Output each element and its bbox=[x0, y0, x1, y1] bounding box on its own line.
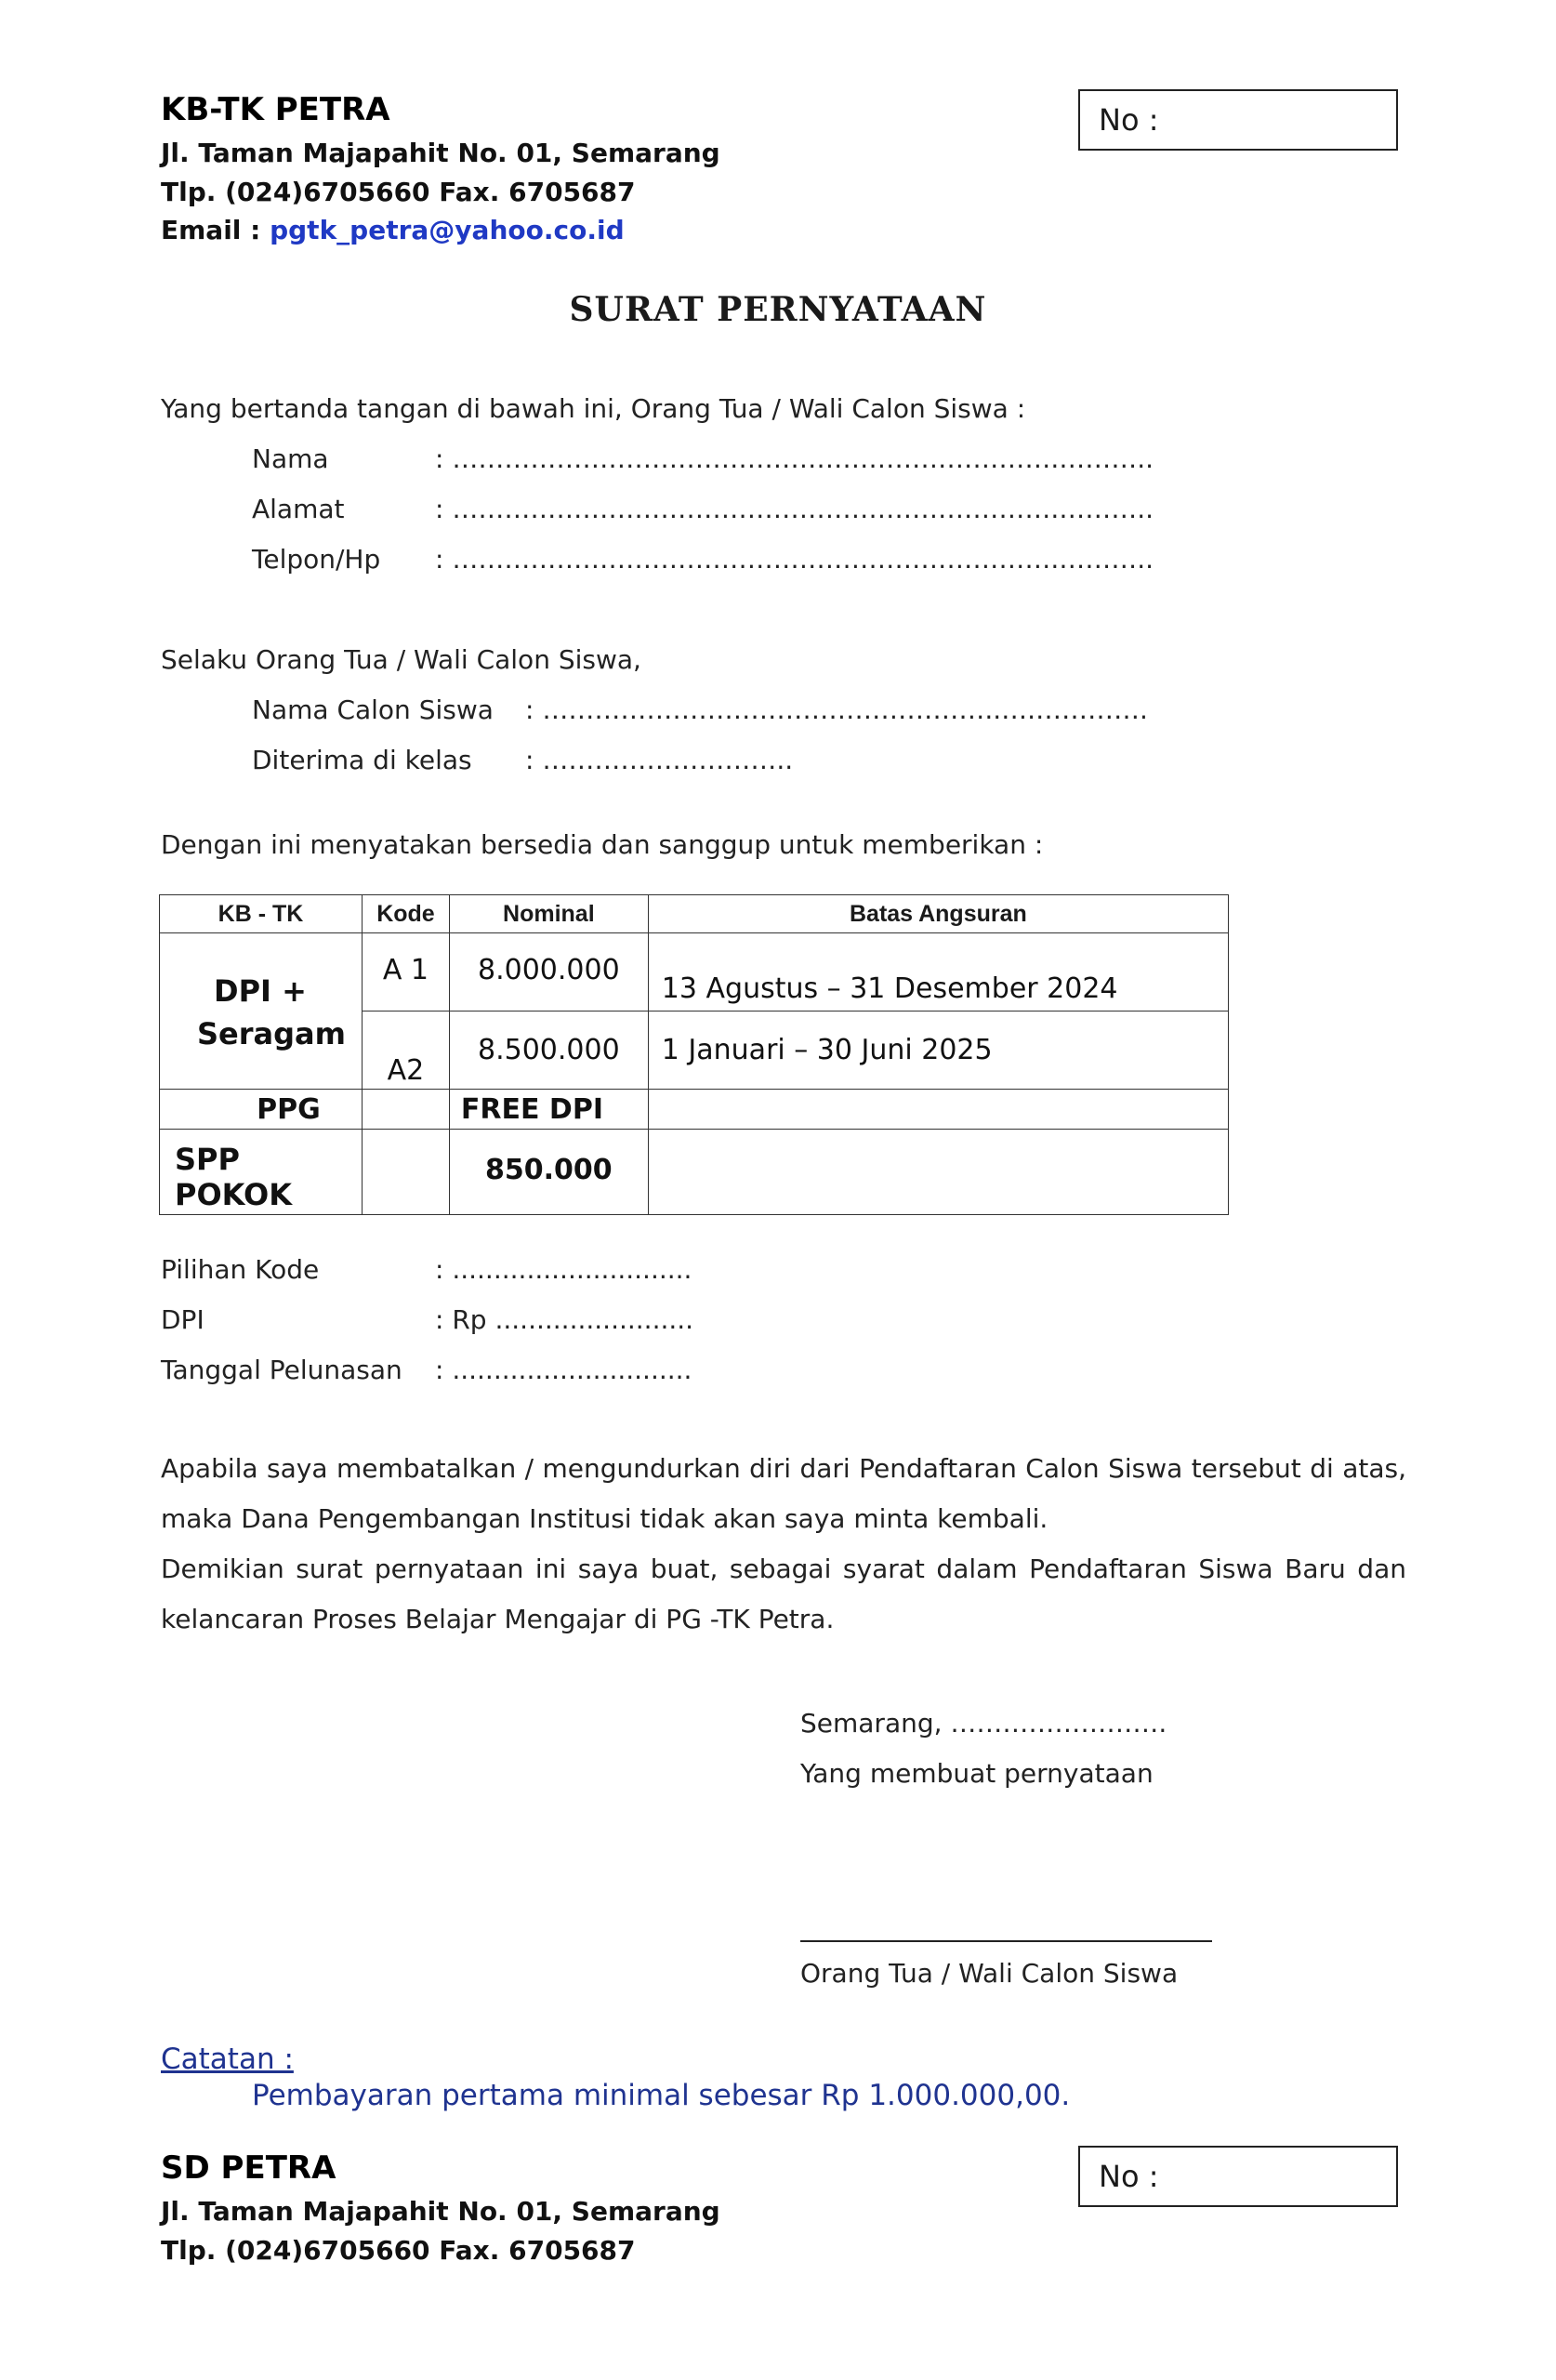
email-link[interactable]: pgtk_petra@yahoo.co.id bbox=[270, 215, 625, 245]
org-email-line bbox=[161, 215, 625, 245]
table-row bbox=[160, 933, 1229, 1012]
org-phone-kbtk: Tlp. (024)6705660 Fax. 6705687 bbox=[161, 177, 636, 207]
place-date: Semarang, ……………………. bbox=[800, 1708, 1167, 1739]
fee-table bbox=[159, 894, 1229, 1215]
table-header-row bbox=[160, 895, 1229, 933]
maker-label: Yang membuat pernyataan bbox=[800, 1758, 1154, 1789]
org-address-kbtk: Jl. Taman Majapahit No. 01, Semarang bbox=[161, 138, 720, 168]
nominal-cell: FREE DPI bbox=[449, 1090, 648, 1130]
dpi-label: DPI + bbox=[214, 972, 307, 1009]
field-label-pelunasan: Tanggal Pelunasan bbox=[161, 1355, 402, 1385]
kode-cell-empty bbox=[362, 1090, 449, 1130]
number-box-kbtk[interactable] bbox=[1078, 89, 1398, 151]
batas-cell: 1 Januari – 30 Juni 2025 bbox=[648, 1012, 1228, 1090]
field-label-alamat: Alamat bbox=[252, 494, 345, 524]
email-label: Email : bbox=[161, 215, 270, 245]
field-label-kelas: Diterima di kelas bbox=[252, 745, 472, 775]
document-title: SURAT PERNYATAAN bbox=[569, 290, 987, 329]
field-blank-nama[interactable]: : …………………………………………………………….……….. bbox=[435, 443, 1154, 474]
table-row bbox=[160, 1090, 1229, 1130]
batas-cell: 13 Agustus – 31 Desember 2024 bbox=[648, 933, 1228, 1012]
batas-cell-empty bbox=[648, 1130, 1228, 1215]
number-label: No : bbox=[1099, 2159, 1159, 2194]
cancellation-paragraph: Apabila saya membatalkan / mengundurkan diri dari Pendaftaran Calon Siswa tersebut di atas, maka Dana Pengembangan Institusi tidak akan saya minta kembali. bbox=[161, 1453, 1406, 1534]
field-blank-telpon[interactable]: : …………………………………………………………….……….. bbox=[435, 544, 1154, 575]
dpi-seragam-cell bbox=[160, 933, 363, 1090]
closing-paragraph: Demikian surat pernyataan ini saya buat, sebagai syarat dalam Pendaftaran Siswa Baru dan kelancaran Proses Belajar Mengajar di PG -TK Petra. bbox=[161, 1554, 1406, 1634]
field-blank-nama-siswa[interactable]: : ……………………………………………..….…………. bbox=[525, 694, 1148, 725]
org-name-sd: SD PETRA bbox=[161, 2149, 336, 2187]
field-label-pilihan-kode: Pilihan Kode bbox=[161, 1254, 320, 1285]
field-label-telpon: Telpon/Hp bbox=[252, 544, 381, 575]
as-parent-text: Selaku Orang Tua / Wali Calon Siswa, bbox=[161, 644, 641, 675]
note-text: Pembayaran pertama minimal sebesar Rp 1.000.000,00. bbox=[252, 2079, 1071, 2112]
number-box-sd[interactable] bbox=[1078, 2146, 1398, 2207]
statement-text: Dengan ini menyatakan bersedia dan sanggup untuk memberikan : bbox=[161, 829, 1044, 860]
kode-cell: A2 bbox=[362, 1012, 449, 1090]
note-label: Catatan : bbox=[161, 2043, 294, 2076]
field-blank-dpi[interactable]: : Rp ........................ bbox=[435, 1304, 694, 1335]
signature-line bbox=[800, 1940, 1212, 1942]
field-blank-pelunasan[interactable]: : ............................. bbox=[435, 1355, 692, 1385]
table-row bbox=[160, 1130, 1229, 1215]
kode-cell: A 1 bbox=[362, 933, 449, 1012]
org-name-kbtk: KB-TK PETRA bbox=[161, 91, 390, 128]
number-label: No : bbox=[1099, 102, 1159, 138]
field-blank-alamat[interactable]: : …………………………………………………………….……….. bbox=[435, 494, 1154, 524]
kode-cell-empty bbox=[362, 1130, 449, 1215]
col-header-kode: Kode bbox=[362, 895, 449, 933]
field-label-dpi: DPI bbox=[161, 1304, 204, 1335]
field-blank-pilihan-kode[interactable]: : ............................. bbox=[435, 1254, 692, 1285]
field-label-nama: Nama bbox=[252, 443, 329, 474]
col-header-nominal: Nominal bbox=[449, 895, 648, 933]
field-blank-kelas[interactable]: : ……………………….. bbox=[525, 745, 794, 775]
spp-cell: SPP POKOK bbox=[160, 1130, 363, 1215]
org-address-sd: Jl. Taman Majapahit No. 01, Semarang bbox=[161, 2196, 720, 2227]
field-label-nama-siswa: Nama Calon Siswa bbox=[252, 694, 494, 725]
col-header-batas: Batas Angsuran bbox=[648, 895, 1228, 933]
col-header-kbtk: KB - TK bbox=[160, 895, 363, 933]
batas-cell-empty bbox=[648, 1090, 1228, 1130]
ppg-cell: PPG bbox=[160, 1090, 363, 1130]
nominal-cell: 850.000 bbox=[449, 1130, 648, 1215]
seragam-label: Seragam bbox=[197, 1015, 346, 1051]
nominal-cell: 8.000.000 bbox=[449, 933, 648, 1012]
nominal-cell: 8.500.000 bbox=[449, 1012, 648, 1090]
intro-text: Yang bertanda tangan di bawah ini, Orang Tua / Wali Calon Siswa : bbox=[161, 393, 1026, 424]
org-phone-sd: Tlp. (024)6705660 Fax. 6705687 bbox=[161, 2235, 636, 2266]
signer-role: Orang Tua / Wali Calon Siswa bbox=[800, 1958, 1179, 1989]
